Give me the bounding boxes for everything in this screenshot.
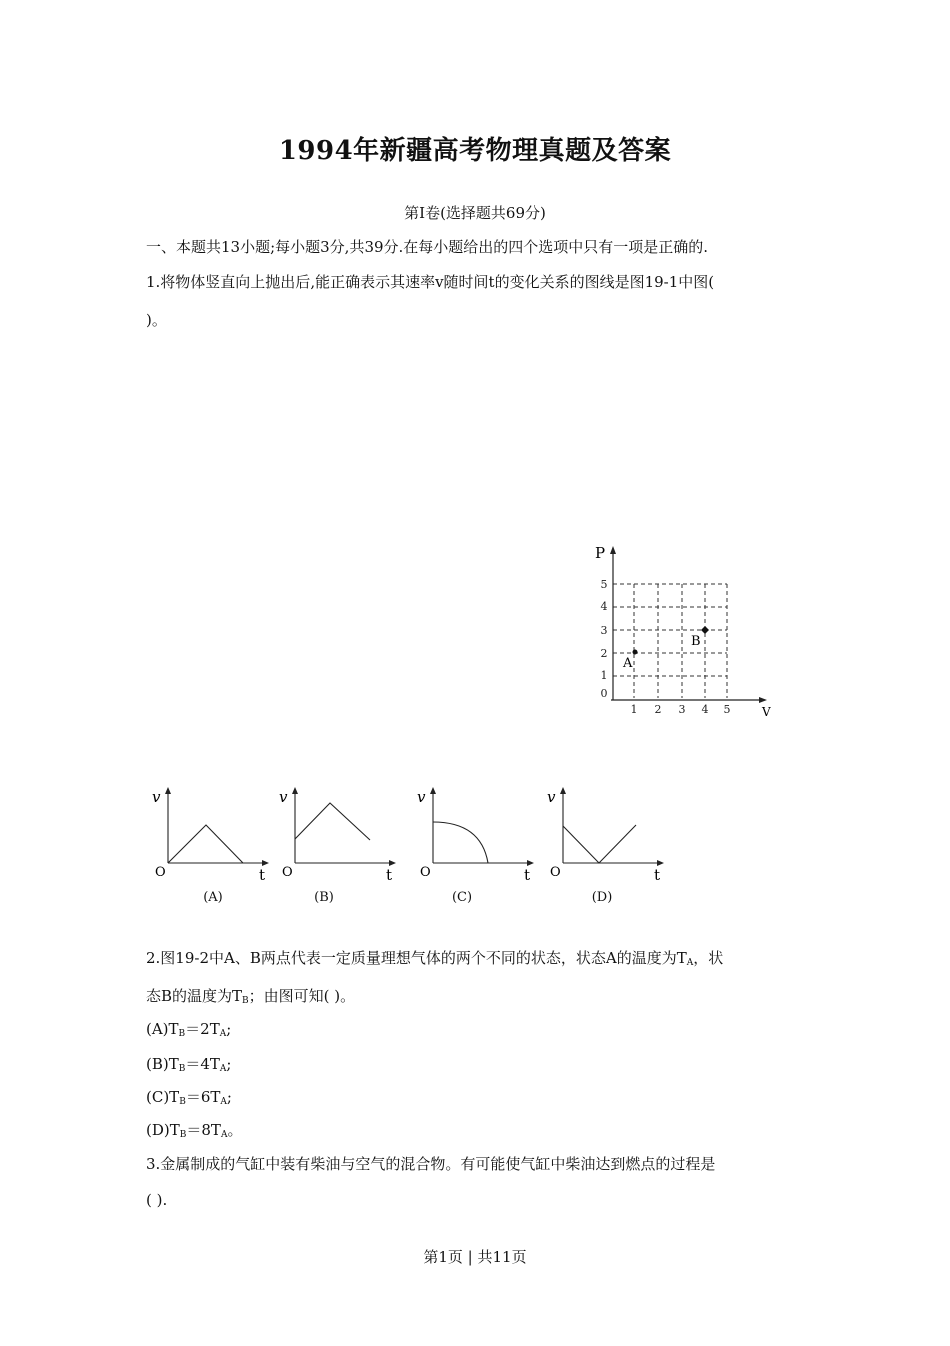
vt-graph-a	[148, 785, 273, 885]
question-2-option-b: $(B)T_B=4T_A$;	[146, 1055, 232, 1074]
vt-graph-c-curve	[433, 822, 488, 863]
pv-xtick: 3	[678, 703, 686, 716]
question-1-line2: )。	[146, 311, 167, 329]
question-1-line1: 1.将物体竖直向上抛出后,能正确表示其速率v随时间t的变化关系的图线是图19-1中图(	[146, 273, 715, 291]
pv-xlabel: V	[762, 705, 771, 719]
vt-graph-a-ylabel: v	[152, 788, 161, 806]
pv-ytick: 1	[600, 669, 608, 682]
pv-xtick: 1	[630, 703, 638, 716]
question-3-line1: 3.金属制成的气缸中装有柴油与空气的混合物。有可能使气缸中柴油达到燃点的过程是	[146, 1155, 716, 1173]
pv-point-a-label: A	[623, 656, 633, 671]
vt-graph-d-xlabel: t	[654, 866, 661, 884]
vt-graph-b-caption: (B)	[314, 890, 334, 905]
pv-ytick: 5	[600, 578, 608, 591]
pv-ytick: 2	[600, 647, 608, 660]
vt-graph-b-origin: O	[282, 865, 293, 880]
vt-graph-d-caption: (D)	[591, 890, 613, 905]
pv-ytick: 0	[600, 687, 608, 700]
pv-xtick: 2	[654, 703, 662, 716]
vt-graph-d	[543, 785, 668, 885]
vt-graph-c-origin: O	[420, 865, 431, 880]
vt-graph-d-line	[563, 825, 636, 863]
vt-graph-a-caption: (A)	[203, 890, 223, 905]
pv-xtick: 5	[723, 703, 731, 716]
vt-graph-b-line	[295, 803, 370, 840]
pv-point-b	[701, 626, 709, 634]
vt-graph-b	[275, 785, 400, 885]
question-2-option-d: $(D)T_B=8T_A$。	[146, 1121, 243, 1140]
question-2-option-c: $(C)T_B=6T_A$;	[146, 1088, 232, 1107]
pv-axes	[610, 546, 767, 703]
section-heading: 第Ⅰ卷(选择题共69分)	[404, 204, 546, 222]
pv-ytick: 4	[600, 600, 608, 613]
vt-graph-b-ylabel: v	[279, 788, 288, 806]
page-footer: 第1页 | 共11页	[423, 1248, 527, 1266]
vt-graph-c-xlabel: t	[524, 866, 531, 884]
vt-graph-c	[413, 785, 538, 885]
vt-graph-a-origin: O	[155, 865, 166, 880]
page-title: 1994年新疆高考物理真题及答案	[278, 136, 672, 166]
vt-graph-d-origin: O	[550, 865, 561, 880]
pv-ytick: 3	[600, 624, 608, 637]
pv-ylabel: P	[595, 544, 606, 562]
question-2-line2: 态B的温度为$T_B$；由图可知( )。	[146, 987, 356, 1006]
question-2-line1: 2.图19-2中A、B两点代表一定质量理想气体的两个不同的状态，状态A的温度为$T_A$，状	[146, 949, 724, 968]
pv-grid	[613, 584, 727, 698]
vt-graph-b-xlabel: t	[386, 866, 393, 884]
vt-graph-a-line	[168, 825, 243, 863]
instructions: 一、本题共13小题;每小题3分,共39分.在每小题给出的四个选项中只有一项是正确的.	[146, 238, 709, 256]
pv-point-a	[633, 650, 638, 655]
vt-graph-c-caption: (C)	[451, 890, 473, 905]
vt-graph-d-ylabel: v	[547, 788, 556, 806]
vt-graph-c-ylabel: v	[417, 788, 426, 806]
vt-graph-a-xlabel: t	[259, 866, 266, 884]
pv-xtick: 4	[701, 703, 709, 716]
question-2-option-a: $(A)T_B=2T_A$;	[146, 1020, 232, 1039]
question-3-line2: ( ).	[146, 1191, 168, 1209]
pv-diagram	[585, 538, 780, 723]
pv-point-b-label: B	[691, 634, 701, 649]
